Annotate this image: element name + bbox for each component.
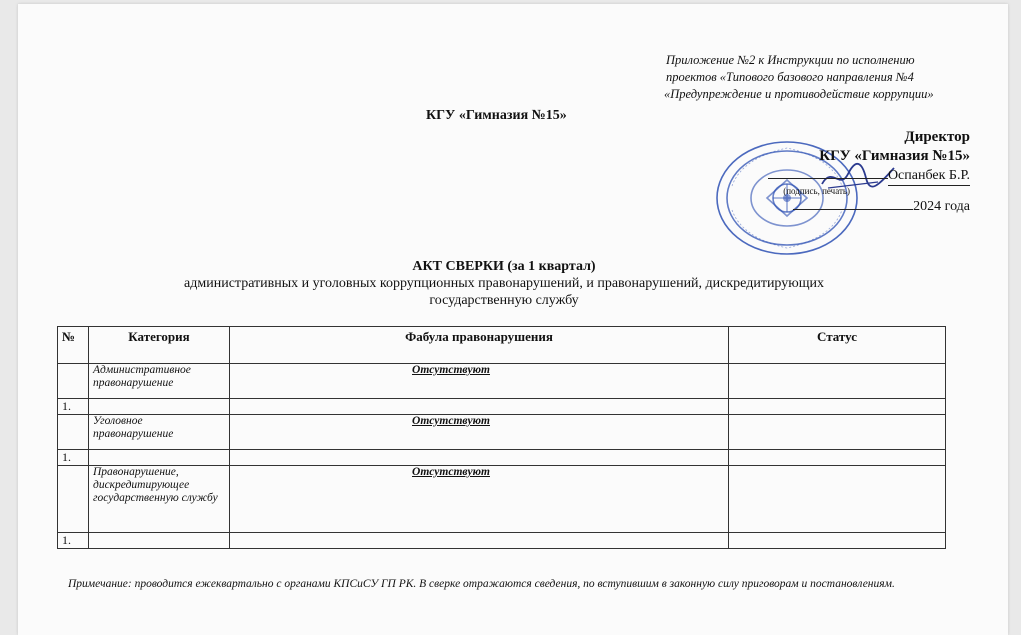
act-title-block — [0, 258, 1008, 309]
act-subtitle-line-1: административных и уголовных коррупционных правонарушений, и правонарушений, дискредитирующих — [184, 276, 824, 291]
annex-reference — [666, 52, 996, 103]
table-row — [58, 364, 946, 399]
fabula-cell: Отсутствуют — [230, 466, 729, 533]
table-row — [58, 415, 946, 450]
annex-line-1: Приложение №2 к Инструкции по исполнению — [666, 53, 915, 67]
status-cell — [729, 415, 946, 450]
director-name: Оспанбек Б.Р. — [888, 166, 970, 186]
reconciliation-table — [57, 326, 946, 549]
table-header-row — [58, 327, 946, 364]
category-cell: Административное правонарушение — [89, 364, 230, 399]
footnote: Примечание: проводится ежеквартально с органами КПСиСУ ГП РК. В сверке отражаются сведения, по вступившим в законную силу приговорам и постановлениям. — [68, 578, 895, 590]
row-number: 1. — [58, 399, 89, 415]
annex-line-2: проектов «Типового базового направления №4 — [666, 70, 914, 84]
annex-line-3: «Предупреждение и противодействие коррупции» — [664, 87, 934, 101]
header-number: № — [58, 327, 89, 364]
status-cell — [729, 466, 946, 533]
act-period: (за 1 квартал) — [507, 259, 596, 274]
category-cell: Уголовное правонарушение — [89, 415, 230, 450]
fabula-cell: Отсутствуют — [230, 415, 729, 450]
category-cell: Правонарушение, дискредитирующее государственную службу — [89, 466, 230, 533]
approval-date — [768, 197, 970, 216]
table-row — [58, 466, 946, 533]
header-status: Статус — [729, 327, 946, 364]
act-title: АКТ СВЕРКИ — [412, 259, 504, 274]
director-organization: КГУ «Гимназия №15» — [819, 148, 970, 164]
act-subtitle-line-2: государственную службу — [429, 293, 579, 308]
document-sheet — [18, 4, 1008, 635]
header-fabula: Фабула правонарушения — [230, 327, 729, 364]
organization-title: КГУ «Гимназия №15» — [426, 108, 567, 123]
table-row — [58, 399, 946, 415]
director-approval-block — [768, 128, 970, 216]
table-row — [58, 533, 946, 549]
table-row — [58, 450, 946, 466]
fabula-cell: Отсутствуют — [230, 364, 729, 399]
director-title: Директор — [904, 129, 970, 145]
status-cell — [729, 364, 946, 399]
row-number: 1. — [58, 450, 89, 466]
signature-caption: (подпись, печать) — [783, 186, 850, 196]
header-category: Категория — [89, 327, 230, 364]
approval-year: 2024 года — [913, 199, 970, 214]
row-number: 1. — [58, 533, 89, 549]
director-signature-line — [768, 166, 970, 186]
